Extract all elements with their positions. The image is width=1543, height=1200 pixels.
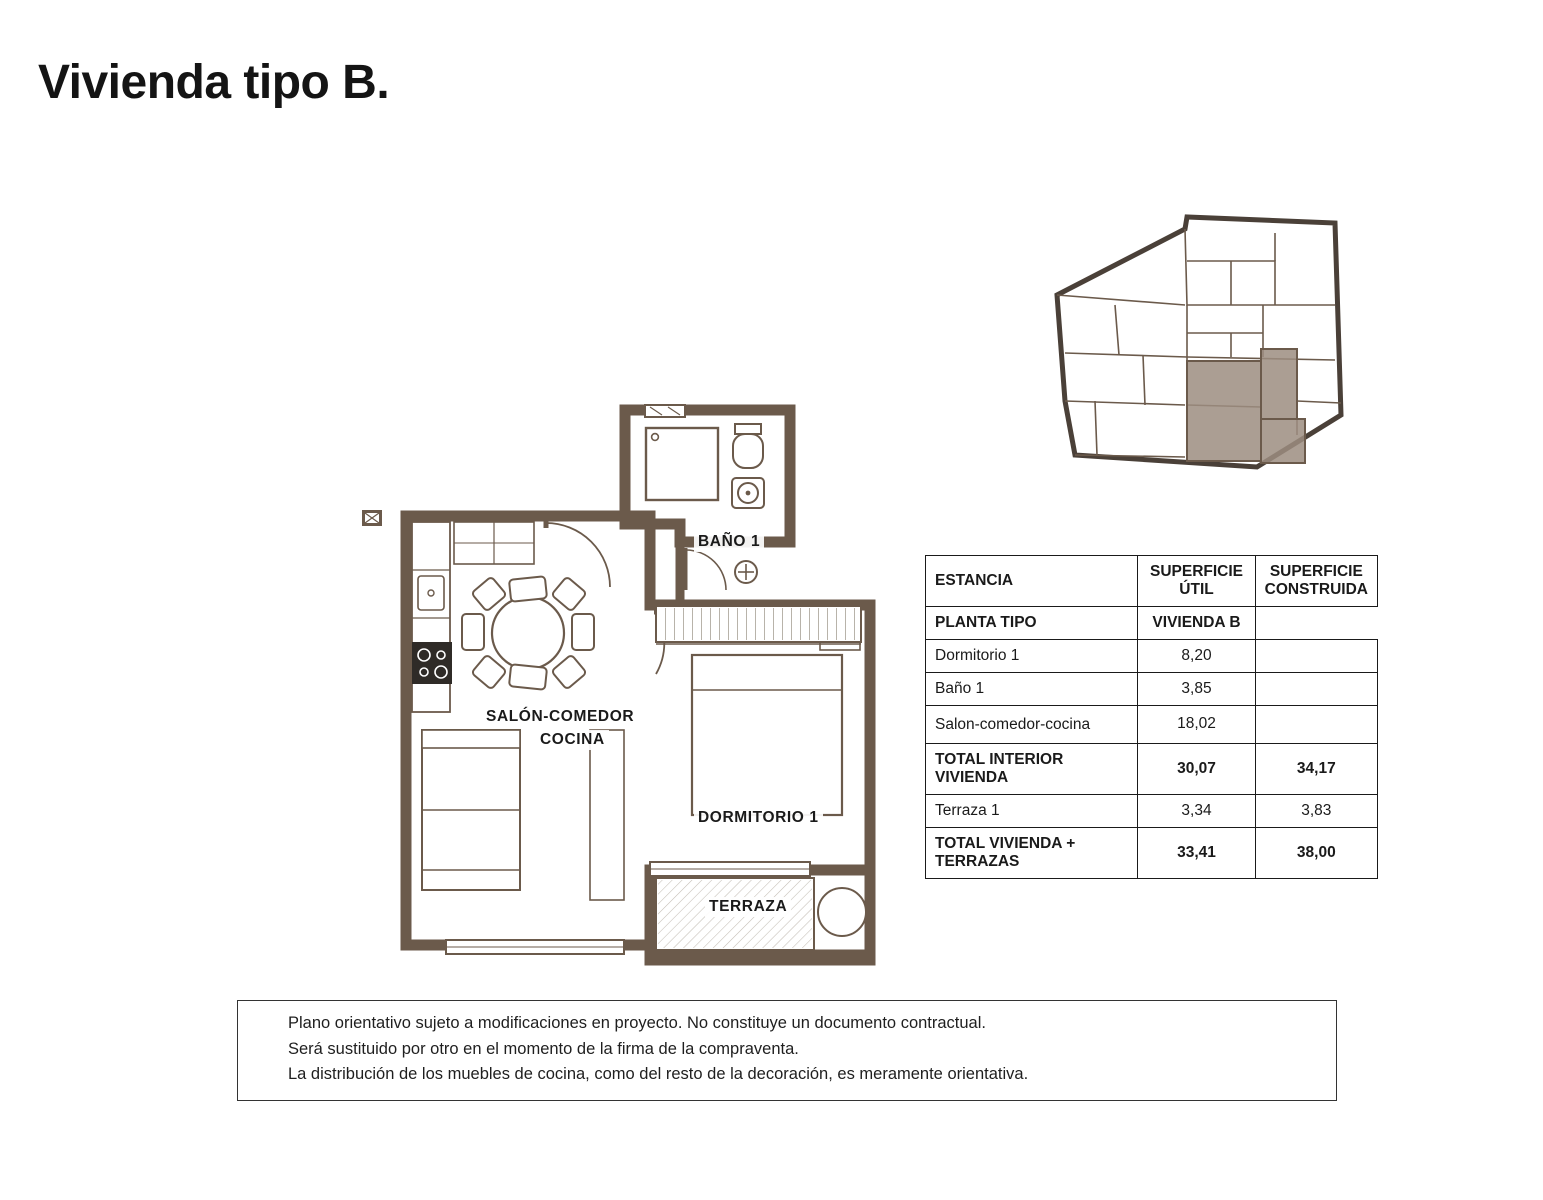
header-superficie-construida-line1: SUPERFICIE — [1269, 563, 1363, 580]
header-estancia: ESTANCIA — [926, 556, 1138, 607]
cell-planta-tipo-empty — [1255, 606, 1377, 639]
label-cocina: COCINA — [536, 730, 609, 750]
floor-plan-drawing — [350, 400, 910, 980]
table-row-planta-tipo — [926, 606, 1378, 639]
cell-estancia: TOTAL INTERIOR VIVIENDA — [926, 743, 1138, 794]
cell-superficie-util: 8,20 — [1138, 639, 1255, 672]
table-row — [926, 827, 1378, 878]
cell-estancia: TOTAL VIVIENDA + TERRAZAS — [926, 827, 1138, 878]
cell-superficie-util: 3,34 — [1138, 794, 1255, 827]
table-header-row — [926, 556, 1378, 607]
disclaimer-line-3: La distribución de los muebles de cocina, como del resto de la decoración, es meramente orientativa. — [288, 1065, 1029, 1084]
surface-area-table — [925, 555, 1378, 879]
header-superficie-construida-line2: CONSTRUIDA — [1264, 580, 1368, 598]
surface-area-table-wrapper — [925, 555, 1378, 879]
page-title: Vivienda tipo B. — [38, 56, 390, 109]
cell-planta-tipo-value: VIVIENDA B — [1138, 606, 1255, 639]
floor-plan-svg — [350, 400, 910, 980]
label-bano-1: BAÑO 1 — [694, 532, 764, 552]
cell-superficie-construida — [1255, 705, 1377, 743]
table-row — [926, 705, 1378, 743]
cell-superficie-util: 33,41 — [1138, 827, 1255, 878]
cell-superficie-construida: 3,83 — [1255, 794, 1377, 827]
cell-superficie-util: 18,02 — [1138, 705, 1255, 743]
cell-planta-tipo-label: PLANTA TIPO — [926, 606, 1138, 639]
cell-superficie-construida: 34,17 — [1255, 743, 1377, 794]
header-superficie-util-line1: SUPERFICIE — [1149, 563, 1243, 580]
key-plan — [1035, 205, 1355, 480]
cell-estancia: Dormitorio 1 — [926, 639, 1138, 672]
table-row — [926, 672, 1378, 705]
header-superficie-util — [1138, 556, 1255, 607]
cell-estancia: Baño 1 — [926, 672, 1138, 705]
cell-superficie-construida — [1255, 639, 1377, 672]
label-dormitorio-1: DORMITORIO 1 — [694, 808, 823, 828]
disclaimer-box — [237, 1000, 1337, 1101]
label-salon-comedor: SALÓN-COMEDOR — [482, 707, 638, 727]
cell-estancia: Terraza 1 — [926, 794, 1138, 827]
disclaimer-line-2: Será sustituido por otro en el momento de la firma de la compraventa. — [288, 1039, 799, 1058]
cell-superficie-construida — [1255, 672, 1377, 705]
table-row — [926, 639, 1378, 672]
cell-superficie-util: 30,07 — [1138, 743, 1255, 794]
table-row — [926, 743, 1378, 794]
cell-superficie-construida: 38,00 — [1255, 827, 1377, 878]
table-row — [926, 794, 1378, 827]
cell-estancia: Salon-comedor-cocina — [926, 705, 1138, 743]
disclaimer-line-1: Plano orientativo sujeto a modificaciones en proyecto. No constituye un documento contractual. — [288, 1014, 986, 1032]
label-terraza: TERRAZA — [705, 897, 791, 917]
cell-superficie-util: 3,85 — [1138, 672, 1255, 705]
header-superficie-util-line2: ÚTIL — [1179, 580, 1214, 598]
key-plan-svg — [1035, 205, 1355, 480]
header-superficie-construida — [1255, 556, 1377, 607]
